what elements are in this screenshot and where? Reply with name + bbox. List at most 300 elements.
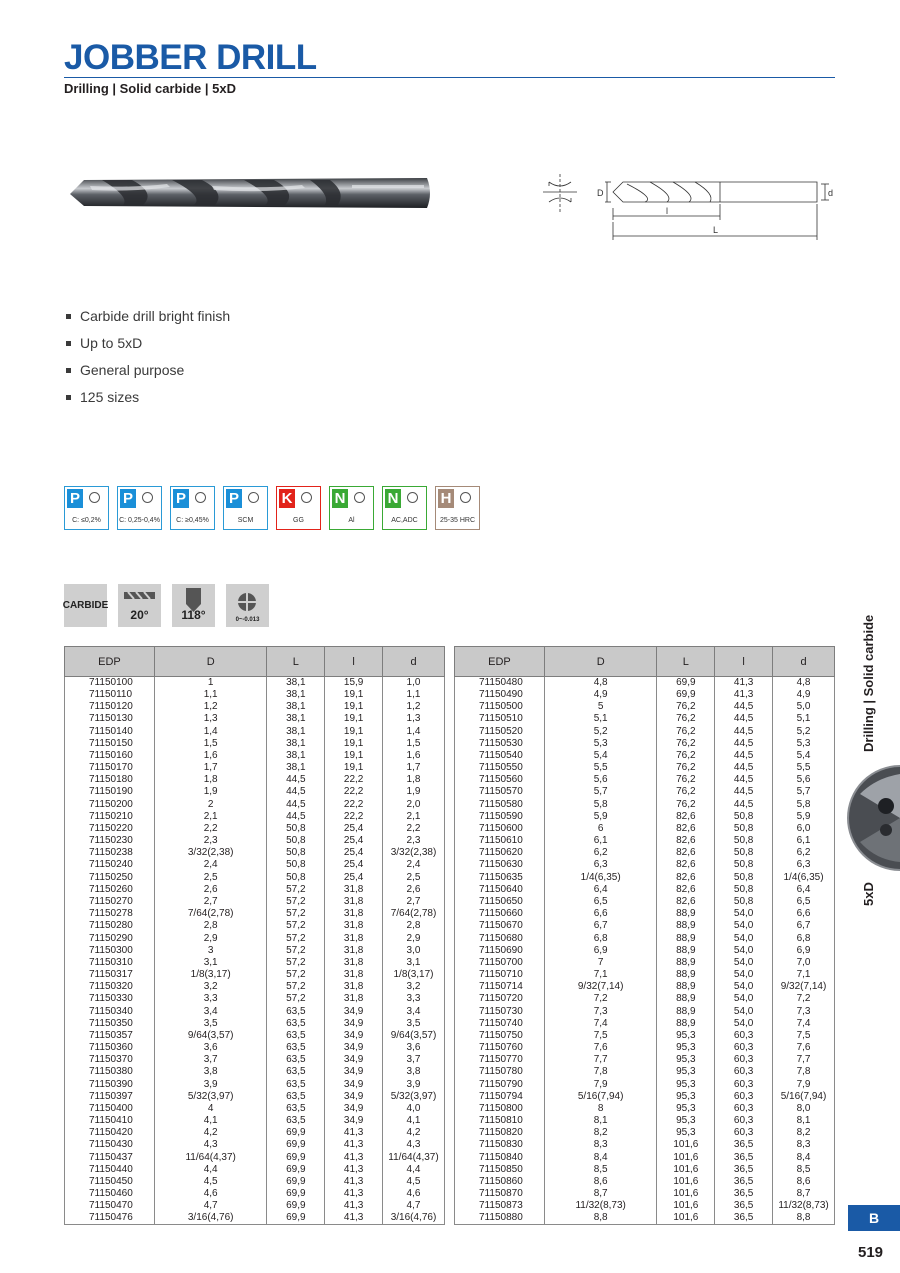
material-caption: C: 0,25-0,4% xyxy=(119,517,160,524)
table-cell: 5,6 xyxy=(544,774,657,786)
table-cell: 82,6 xyxy=(657,896,715,908)
table-cell: 31,8 xyxy=(325,908,383,920)
edp-cell: 71150278 xyxy=(65,908,155,920)
table-cell: 25,4 xyxy=(325,835,383,847)
table-cell: 31,8 xyxy=(325,957,383,969)
table-cell: 2,5 xyxy=(383,872,445,884)
edp-cell: 71150430 xyxy=(65,1139,155,1151)
table-cell: 88,9 xyxy=(657,932,715,944)
edp-cell: 71150250 xyxy=(65,872,155,884)
table-cell: 82,6 xyxy=(657,859,715,871)
table-cell: 8,6 xyxy=(773,1176,835,1188)
edp-cell: 71150840 xyxy=(455,1152,545,1164)
edp-cell: 71150397 xyxy=(65,1091,155,1103)
table-cell: 22,2 xyxy=(325,786,383,798)
table-cell: 63,5 xyxy=(267,1079,325,1091)
table-cell: 50,8 xyxy=(267,847,325,859)
table-cell: 6,9 xyxy=(773,945,835,957)
carbide-badge: CARBIDE xyxy=(64,584,107,627)
table-row xyxy=(65,993,445,1005)
table-cell: 8,6 xyxy=(544,1176,657,1188)
edp-cell: 71150300 xyxy=(65,945,155,957)
table-row xyxy=(65,677,445,690)
label-D: D xyxy=(597,188,604,198)
table-cell: 1 xyxy=(154,677,267,690)
edp-cell: 71150740 xyxy=(455,1018,545,1030)
edp-cell: 71150310 xyxy=(65,957,155,969)
material-group-letter: K xyxy=(279,489,295,508)
table-cell: 2,8 xyxy=(383,920,445,932)
table-cell: 34,9 xyxy=(325,1115,383,1127)
table-cell: 34,9 xyxy=(325,1042,383,1054)
table-cell: 54,0 xyxy=(715,993,773,1005)
suitability-circle-icon xyxy=(89,492,100,503)
table-row xyxy=(65,1127,445,1139)
edp-cell: 71150280 xyxy=(65,920,155,932)
table-cell: 25,4 xyxy=(325,859,383,871)
table-row xyxy=(65,799,445,811)
table-row xyxy=(455,1030,835,1042)
table-cell: 34,9 xyxy=(325,1066,383,1078)
column-header: l xyxy=(715,647,773,677)
edp-cell: 71150370 xyxy=(65,1054,155,1066)
table-cell: 5,1 xyxy=(544,713,657,725)
edp-cell: 71150476 xyxy=(65,1212,155,1225)
table-cell: 1,7 xyxy=(154,762,267,774)
table-row xyxy=(65,1212,445,1225)
edp-cell: 71150714 xyxy=(455,981,545,993)
table-cell: 95,3 xyxy=(657,1066,715,1078)
table-cell: 44,5 xyxy=(715,750,773,762)
table-cell: 3/16(4,76) xyxy=(383,1212,445,1225)
table-cell: 1/4(6,35) xyxy=(544,872,657,884)
table-cell: 5,2 xyxy=(773,726,835,738)
table-cell: 2,1 xyxy=(383,811,445,823)
table-cell: 34,9 xyxy=(325,1054,383,1066)
table-row xyxy=(455,896,835,908)
edp-cell: 71150880 xyxy=(455,1212,545,1225)
table-cell: 2,9 xyxy=(154,932,267,944)
edp-cell: 71150450 xyxy=(65,1176,155,1188)
edp-cell: 71150640 xyxy=(455,884,545,896)
material-group-letter: H xyxy=(438,489,454,508)
table-cell: 76,2 xyxy=(657,738,715,750)
edp-cell: 71150110 xyxy=(65,689,155,701)
table-cell: 1,2 xyxy=(154,701,267,713)
table-cell: 2,8 xyxy=(154,920,267,932)
table-cell: 63,5 xyxy=(267,1103,325,1115)
table-cell: 31,8 xyxy=(325,932,383,944)
table-cell: 4,8 xyxy=(544,677,657,690)
table-cell: 44,5 xyxy=(715,713,773,725)
table-row xyxy=(65,750,445,762)
edp-cell: 71150470 xyxy=(65,1200,155,1212)
table-row xyxy=(65,1054,445,1066)
table-row xyxy=(455,726,835,738)
table-row xyxy=(65,1079,445,1091)
table-cell: 31,8 xyxy=(325,945,383,957)
edp-cell: 71150360 xyxy=(65,1042,155,1054)
edp-cell: 71150490 xyxy=(455,689,545,701)
table-cell: 41,3 xyxy=(325,1212,383,1225)
table-cell: 60,3 xyxy=(715,1103,773,1115)
table-cell: 7,3 xyxy=(773,1005,835,1017)
table-cell: 6,6 xyxy=(544,908,657,920)
table-cell: 2 xyxy=(154,799,267,811)
table-cell: 38,1 xyxy=(267,738,325,750)
table-cell: 2,3 xyxy=(383,835,445,847)
edp-cell: 71150330 xyxy=(65,993,155,1005)
table-cell: 1,4 xyxy=(154,726,267,738)
table-cell: 69,9 xyxy=(267,1188,325,1200)
table-cell: 95,3 xyxy=(657,1091,715,1103)
table-cell: 7,5 xyxy=(773,1030,835,1042)
table-cell: 1,9 xyxy=(154,786,267,798)
table-cell: 11/32(8,73) xyxy=(773,1200,835,1212)
table-cell: 8,5 xyxy=(773,1164,835,1176)
table-cell: 31,8 xyxy=(325,981,383,993)
table-cell: 76,2 xyxy=(657,750,715,762)
table-cell: 50,8 xyxy=(715,811,773,823)
table-cell: 22,2 xyxy=(325,774,383,786)
edp-cell: 71150480 xyxy=(455,677,545,690)
table-cell: 7,2 xyxy=(773,993,835,1005)
label-d: d xyxy=(828,188,834,198)
table-cell: 1,5 xyxy=(154,738,267,750)
table-cell: 3,8 xyxy=(154,1066,267,1078)
table-cell: 50,8 xyxy=(715,896,773,908)
column-header: l xyxy=(325,647,383,677)
table-cell: 7,4 xyxy=(773,1018,835,1030)
table-cell: 60,3 xyxy=(715,1042,773,1054)
table-cell: 1/4(6,35) xyxy=(773,872,835,884)
table-cell: 1,0 xyxy=(383,677,445,690)
table-row xyxy=(65,1139,445,1151)
bullet-icon xyxy=(66,368,71,373)
table-row xyxy=(65,1115,445,1127)
edp-cell: 71150830 xyxy=(455,1139,545,1151)
page-number: 519 xyxy=(858,1244,884,1261)
table-row xyxy=(455,677,835,690)
table-cell: 25,4 xyxy=(325,847,383,859)
table-cell: 54,0 xyxy=(715,1018,773,1030)
table-cell: 1,3 xyxy=(383,713,445,725)
material-caption: AC,ADC xyxy=(391,517,418,524)
table-cell: 54,0 xyxy=(715,969,773,981)
table-cell: 4,9 xyxy=(544,689,657,701)
table-row xyxy=(65,689,445,701)
table-cell: 5,8 xyxy=(773,799,835,811)
table-cell: 1,6 xyxy=(383,750,445,762)
edp-cell: 71150290 xyxy=(65,932,155,944)
edp-cell: 71150238 xyxy=(65,847,155,859)
table-cell: 8,8 xyxy=(544,1212,657,1225)
table-cell: 88,9 xyxy=(657,957,715,969)
table-cell: 57,2 xyxy=(267,884,325,896)
table-cell: 88,9 xyxy=(657,981,715,993)
table-cell: 15,9 xyxy=(325,677,383,690)
table-cell: 101,6 xyxy=(657,1164,715,1176)
table-row xyxy=(65,713,445,725)
table-cell: 3,4 xyxy=(154,1005,267,1017)
edp-cell: 71150800 xyxy=(455,1103,545,1115)
table-cell: 82,6 xyxy=(657,847,715,859)
table-cell: 4,2 xyxy=(383,1127,445,1139)
table-cell: 101,6 xyxy=(657,1200,715,1212)
table-row xyxy=(455,1200,835,1212)
table-cell: 63,5 xyxy=(267,1005,325,1017)
edp-cell: 71150760 xyxy=(455,1042,545,1054)
table-cell: 9/64(3,57) xyxy=(154,1030,267,1042)
table-cell: 60,3 xyxy=(715,1030,773,1042)
table-cell: 7,5 xyxy=(544,1030,657,1042)
edp-cell: 71150440 xyxy=(65,1164,155,1176)
table-cell: 9/64(3,57) xyxy=(383,1030,445,1042)
table-cell: 8,7 xyxy=(544,1188,657,1200)
table-cell: 19,1 xyxy=(325,689,383,701)
column-header: EDP xyxy=(65,647,155,677)
table-row xyxy=(455,872,835,884)
table-cell: 2,5 xyxy=(154,872,267,884)
table-cell: 7,8 xyxy=(773,1066,835,1078)
edp-cell: 71150437 xyxy=(65,1152,155,1164)
table-cell: 4 xyxy=(154,1103,267,1115)
table-cell: 3,5 xyxy=(383,1018,445,1030)
suitability-circle-icon xyxy=(195,492,206,503)
table-row xyxy=(65,1030,445,1042)
table-cell: 8,1 xyxy=(544,1115,657,1127)
table-cell: 8,4 xyxy=(773,1152,835,1164)
material-caption: 25-35 HRC xyxy=(439,517,475,524)
edp-cell: 71150500 xyxy=(455,701,545,713)
material-box xyxy=(117,486,162,530)
bullet-icon xyxy=(66,341,71,346)
feature-item: 125 sizes xyxy=(66,389,230,416)
table-cell: 1,8 xyxy=(383,774,445,786)
table-cell: 5,3 xyxy=(544,738,657,750)
table-cell: 7,3 xyxy=(544,1005,657,1017)
table-cell: 54,0 xyxy=(715,920,773,932)
table-cell: 88,9 xyxy=(657,969,715,981)
table-cell: 1,8 xyxy=(154,774,267,786)
table-cell: 101,6 xyxy=(657,1152,715,1164)
table-cell: 36,5 xyxy=(715,1200,773,1212)
table-row xyxy=(455,969,835,981)
table-cell: 38,1 xyxy=(267,701,325,713)
table-cell: 63,5 xyxy=(267,1030,325,1042)
table-cell: 4,5 xyxy=(154,1176,267,1188)
table-cell: 5/32(3,97) xyxy=(383,1091,445,1103)
table-cell: 25,4 xyxy=(325,823,383,835)
table-row xyxy=(455,945,835,957)
table-row xyxy=(455,1115,835,1127)
table-row xyxy=(65,1200,445,1212)
table-cell: 36,5 xyxy=(715,1164,773,1176)
table-cell: 88,9 xyxy=(657,908,715,920)
edp-cell: 71150170 xyxy=(65,762,155,774)
table-cell: 7,9 xyxy=(773,1079,835,1091)
table-row xyxy=(65,1005,445,1017)
table-row xyxy=(65,859,445,871)
table-row xyxy=(455,993,835,1005)
edp-cell: 71150630 xyxy=(455,859,545,871)
column-header: D xyxy=(154,647,267,677)
table-cell: 60,3 xyxy=(715,1054,773,1066)
table-cell: 3,7 xyxy=(154,1054,267,1066)
edp-cell: 71150820 xyxy=(455,1127,545,1139)
table-cell: 82,6 xyxy=(657,872,715,884)
table-cell: 3,8 xyxy=(383,1066,445,1078)
table-cell: 57,2 xyxy=(267,908,325,920)
table-cell: 57,2 xyxy=(267,932,325,944)
table-cell: 7,0 xyxy=(773,957,835,969)
table-cell: 1,1 xyxy=(154,689,267,701)
table-cell: 57,2 xyxy=(267,993,325,1005)
table-row xyxy=(455,786,835,798)
table-cell: 31,8 xyxy=(325,896,383,908)
table-cell: 95,3 xyxy=(657,1103,715,1115)
table-cell: 5,7 xyxy=(773,786,835,798)
table-row xyxy=(65,786,445,798)
material-caption: C: ≤0,2% xyxy=(72,517,101,524)
table-cell: 4,7 xyxy=(154,1200,267,1212)
table-cell: 4,6 xyxy=(154,1188,267,1200)
table-row xyxy=(455,1005,835,1017)
material-caption: GG xyxy=(293,517,304,524)
suitability-circle-icon xyxy=(354,492,365,503)
table-cell: 1,2 xyxy=(383,701,445,713)
edp-cell: 71150190 xyxy=(65,786,155,798)
table-cell: 8,7 xyxy=(773,1188,835,1200)
table-cell: 50,8 xyxy=(715,872,773,884)
table-cell: 8,4 xyxy=(544,1152,657,1164)
column-header: L xyxy=(657,647,715,677)
table-row xyxy=(65,981,445,993)
edp-cell: 71150790 xyxy=(455,1079,545,1091)
table-cell: 82,6 xyxy=(657,884,715,896)
table-cell: 5,9 xyxy=(544,811,657,823)
table-cell: 2,7 xyxy=(383,896,445,908)
table-row xyxy=(455,1139,835,1151)
table-cell: 7,7 xyxy=(544,1054,657,1066)
table-cell: 1,5 xyxy=(383,738,445,750)
table-cell: 57,2 xyxy=(267,981,325,993)
table-cell: 88,9 xyxy=(657,1018,715,1030)
table-cell: 31,8 xyxy=(325,969,383,981)
table-cell: 41,3 xyxy=(325,1152,383,1164)
edp-cell: 71150850 xyxy=(455,1164,545,1176)
table-cell: 4,4 xyxy=(383,1164,445,1176)
suitability-circle-icon xyxy=(142,492,153,503)
table-row xyxy=(65,872,445,884)
helix-angle-icon: 20° xyxy=(118,584,161,627)
table-cell: 19,1 xyxy=(325,738,383,750)
edp-cell: 71150590 xyxy=(455,811,545,823)
material-caption: C: ≥0,45% xyxy=(176,517,209,524)
table-cell: 69,9 xyxy=(267,1127,325,1139)
feature-item: Carbide drill bright finish xyxy=(66,308,230,335)
table-cell: 60,3 xyxy=(715,1079,773,1091)
table-cell: 4,0 xyxy=(383,1103,445,1115)
edp-cell: 71150230 xyxy=(65,835,155,847)
table-row xyxy=(455,884,835,896)
table-cell: 6 xyxy=(544,823,657,835)
edp-cell: 71150635 xyxy=(455,872,545,884)
side-category-label: Drilling | Solid carbide xyxy=(861,614,876,752)
table-cell: 38,1 xyxy=(267,677,325,690)
table-cell: 8,2 xyxy=(544,1127,657,1139)
table-cell: 69,9 xyxy=(267,1152,325,1164)
table-cell: 19,1 xyxy=(325,750,383,762)
table-row xyxy=(65,811,445,823)
table-cell: 4,3 xyxy=(383,1139,445,1151)
edp-cell: 71150460 xyxy=(65,1188,155,1200)
table-row xyxy=(455,1212,835,1225)
table-row xyxy=(455,1176,835,1188)
material-caption: SCM xyxy=(237,517,254,524)
table-cell: 69,9 xyxy=(267,1176,325,1188)
point-angle-icon: 118° xyxy=(172,584,215,627)
table-cell: 5,3 xyxy=(773,738,835,750)
table-cell: 3,1 xyxy=(154,957,267,969)
table-cell: 3,1 xyxy=(383,957,445,969)
table-cell: 54,0 xyxy=(715,908,773,920)
table-cell: 60,3 xyxy=(715,1066,773,1078)
table-cell: 3,7 xyxy=(383,1054,445,1066)
material-box xyxy=(170,486,215,530)
table-cell: 54,0 xyxy=(715,945,773,957)
table-row xyxy=(65,1042,445,1054)
table-cell: 57,2 xyxy=(267,957,325,969)
table-row xyxy=(65,1164,445,1176)
edp-cell: 71150794 xyxy=(455,1091,545,1103)
table-cell: 1,3 xyxy=(154,713,267,725)
table-cell: 50,8 xyxy=(715,847,773,859)
table-cell: 2,0 xyxy=(383,799,445,811)
table-cell: 11/64(4,37) xyxy=(383,1152,445,1164)
table-cell: 3/32(2,38) xyxy=(383,847,445,859)
suitability-circle-icon xyxy=(460,492,471,503)
table-cell: 2,2 xyxy=(383,823,445,835)
table-cell: 50,8 xyxy=(715,884,773,896)
table-cell: 6,4 xyxy=(544,884,657,896)
table-cell: 4,3 xyxy=(154,1139,267,1151)
table-cell: 6,5 xyxy=(773,896,835,908)
edp-cell: 71150140 xyxy=(65,726,155,738)
bullet-icon xyxy=(66,314,71,319)
table-cell: 2,9 xyxy=(383,932,445,944)
table-cell: 34,9 xyxy=(325,1005,383,1017)
table-cell: 5,4 xyxy=(544,750,657,762)
table-cell: 95,3 xyxy=(657,1079,715,1091)
table-cell: 44,5 xyxy=(715,799,773,811)
table-cell: 6,2 xyxy=(544,847,657,859)
edp-cell: 71150100 xyxy=(65,677,155,690)
table-cell: 8,1 xyxy=(773,1115,835,1127)
table-cell: 2,6 xyxy=(383,884,445,896)
table-cell: 82,6 xyxy=(657,823,715,835)
table-cell: 7/64(2,78) xyxy=(383,908,445,920)
drill-cross-section-icon xyxy=(846,764,900,872)
table-row xyxy=(65,762,445,774)
table-row xyxy=(65,1103,445,1115)
drill-photo xyxy=(62,168,434,218)
edp-cell: 71150620 xyxy=(455,847,545,859)
edp-cell: 71150400 xyxy=(65,1103,155,1115)
table-cell: 34,9 xyxy=(325,1079,383,1091)
edp-cell: 71150730 xyxy=(455,1005,545,1017)
table-cell: 36,5 xyxy=(715,1212,773,1225)
